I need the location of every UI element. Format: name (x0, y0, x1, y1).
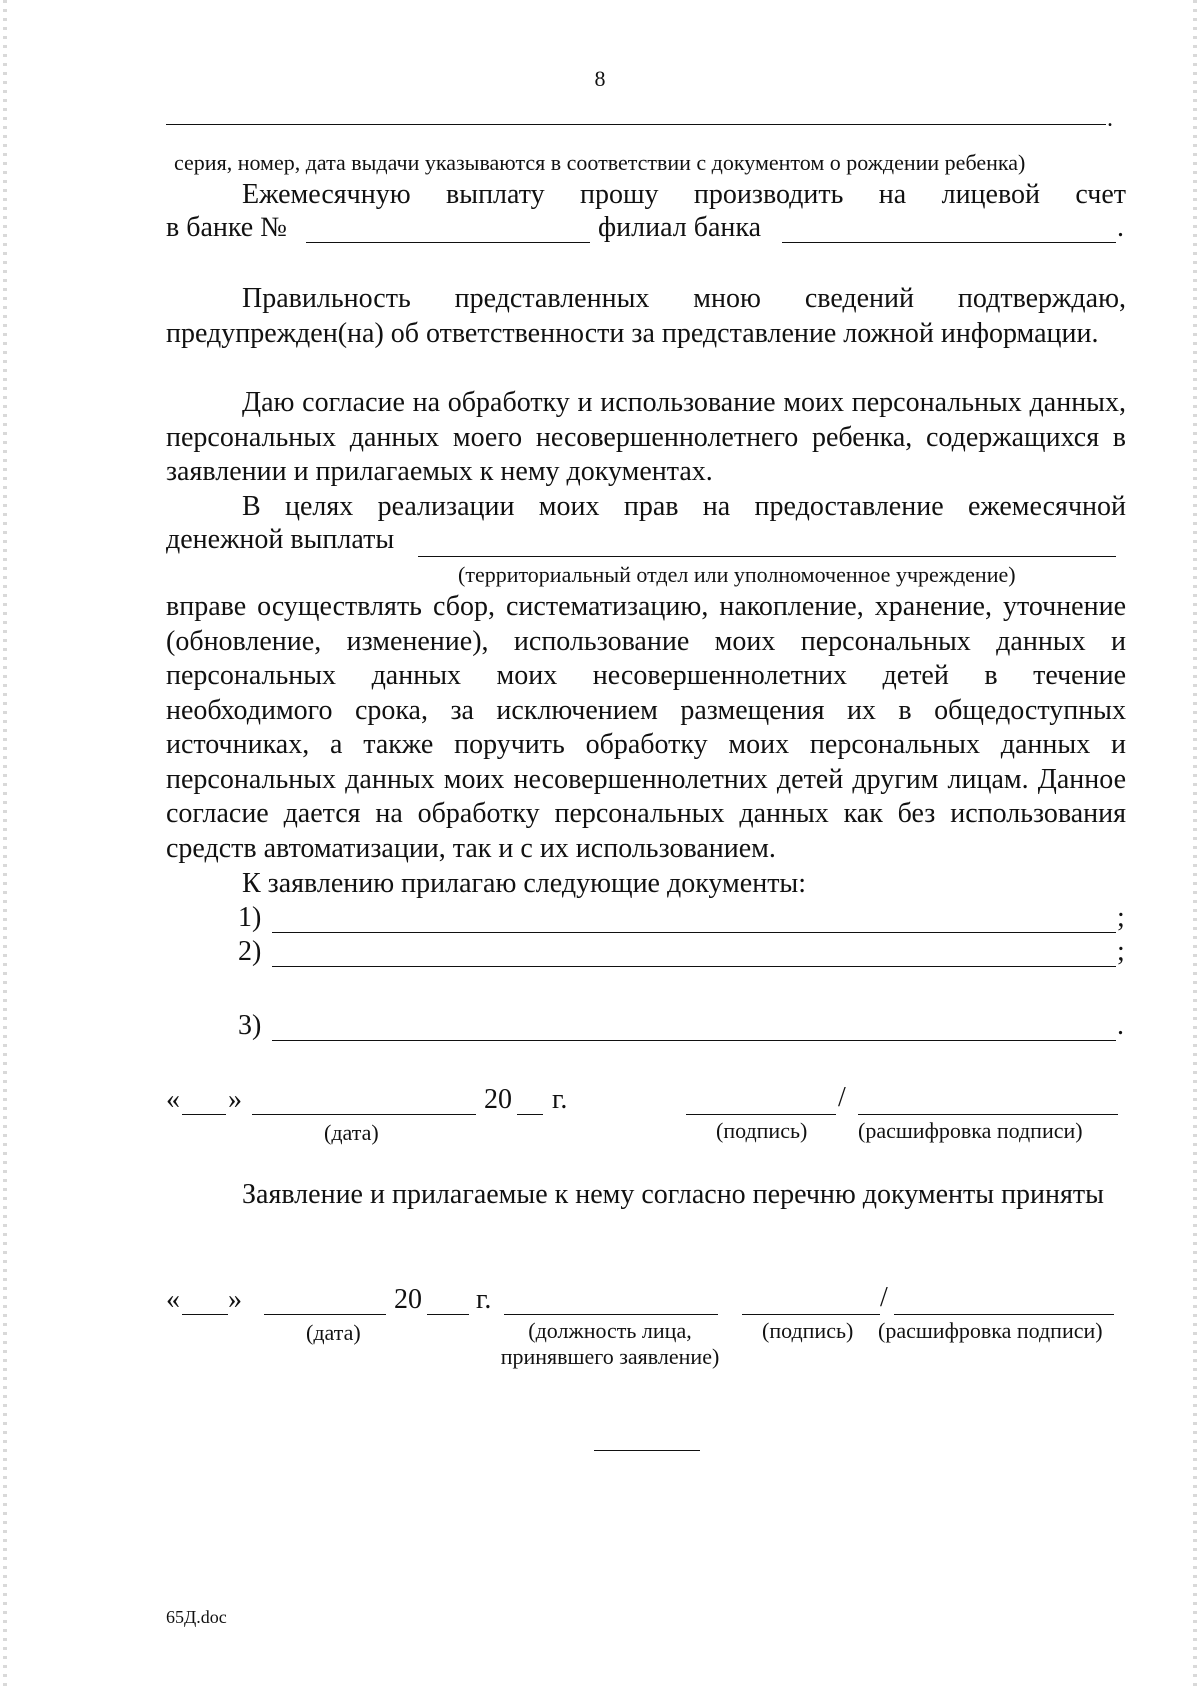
official-day-blank (182, 1314, 228, 1315)
applicant-day-blank (182, 1114, 226, 1115)
branch-blank (782, 242, 1116, 243)
attachment-3-end: . (1117, 1010, 1124, 1041)
applicant-quote-open: « (166, 1084, 180, 1115)
attachment-2-num: 2) (238, 936, 262, 967)
page-number: 8 (594, 66, 606, 91)
blank-line-end-dot: . (1107, 106, 1113, 132)
applicant-sign-caption: (подпись) (716, 1118, 808, 1143)
blank-line-birth-doc (166, 124, 1106, 125)
official-signature-blank (742, 1314, 880, 1315)
applicant-decode-caption: (расшифровка подписи) (858, 1118, 1083, 1143)
attachments-heading: К заявлению прилагаю следующие документы: (242, 868, 807, 899)
applicant-month-blank (252, 1114, 476, 1115)
official-position-caption-2: принявшего заявление) (500, 1344, 720, 1369)
accepted-paragraph: Заявление и прилагаемые к нему согласно перечню документы приняты (242, 1179, 1104, 1210)
bank-label: в банке № (166, 212, 287, 243)
authority-caption: (территориальный отдел или уполномоченное учреждение) (458, 562, 1016, 587)
confirm-paragraph: Правильность представленных мною сведений подтверждаю, предупрежден(на) об ответственности за представление ложной информации. (166, 283, 1126, 349)
official-year-blank (427, 1314, 469, 1315)
closing-divider (594, 1450, 700, 1451)
attachment-2-blank (272, 966, 1116, 967)
applicant-quote-close: » (228, 1084, 242, 1115)
branch-label: филиал банка (598, 212, 761, 243)
official-signature-slash: / (880, 1282, 888, 1313)
official-year-prefix: 20 (394, 1284, 422, 1315)
official-date-caption: (дата) (306, 1320, 361, 1345)
attachment-3-blank (272, 1040, 1116, 1041)
attachment-2-end: ; (1117, 936, 1125, 967)
applicant-year-blank (517, 1114, 543, 1115)
official-year-suffix: г. (476, 1284, 492, 1315)
official-quote-close: » (228, 1284, 242, 1315)
applicant-date-caption: (дата) (324, 1120, 379, 1145)
scan-edge-left (3, 0, 7, 1686)
applicant-signature-slash: / (838, 1082, 846, 1113)
official-decode-caption: (расшифровка подписи) (878, 1318, 1103, 1343)
applicant-year-suffix: г. (552, 1084, 568, 1115)
official-month-blank (264, 1314, 386, 1315)
scan-edge-right (1193, 0, 1197, 1686)
rights-paragraph: вправе осуществлять сбор, систематизацию, накопление, хранение, уточнение (обновление, изменение), использование моих персональных данных и персональных данных моих несовершеннолетних детей в течение необходимого срока, за исключением размещения их в общедоступных источниках, а также поручить обработку моих персональных данных и персональных данных моих несовершеннолетних детей другим лицам. Данное согласие дается на обработку персональных данных как без использования средств автоматизации, так и с их использованием. (166, 591, 1126, 864)
bank-number-blank (306, 242, 590, 243)
footer-file-name: 65Д.doc (166, 1607, 227, 1627)
official-sign-caption: (подпись) (762, 1318, 854, 1343)
authority-blank (418, 556, 1116, 557)
official-position-blank (504, 1314, 718, 1315)
consent-paragraph: Даю согласие на обработку и использование моих персональных данных, персональных данных моего несовершеннолетнего ребенка, содержащихся в заявлении и прилагаемых к нему документах. (166, 387, 1126, 487)
applicant-year-prefix: 20 (484, 1084, 512, 1115)
official-position-caption-1: (должность лица, (528, 1318, 692, 1343)
attachment-3-num: 3) (238, 1010, 262, 1041)
official-decode-blank (894, 1314, 1114, 1315)
official-quote-open: « (166, 1284, 180, 1315)
attachment-1-num: 1) (238, 902, 262, 933)
applicant-signature-blank (686, 1114, 836, 1115)
applicant-decode-blank (858, 1114, 1118, 1115)
goals-line-1: В целях реализации моих прав на предоставление ежемесячной (242, 491, 1126, 522)
goals-line-2-label: денежной выплаты (166, 524, 395, 555)
attachment-1-blank (272, 932, 1116, 933)
birth-doc-note: серия, номер, дата выдачи указываются в соответствии с документом о рождении ребенка) (174, 150, 1026, 175)
payment-end-dot: . (1117, 212, 1124, 243)
attachment-1-end: ; (1117, 902, 1125, 933)
payment-line-1: Ежемесячную выплату прошу производить на лицевой счет (242, 179, 1126, 210)
